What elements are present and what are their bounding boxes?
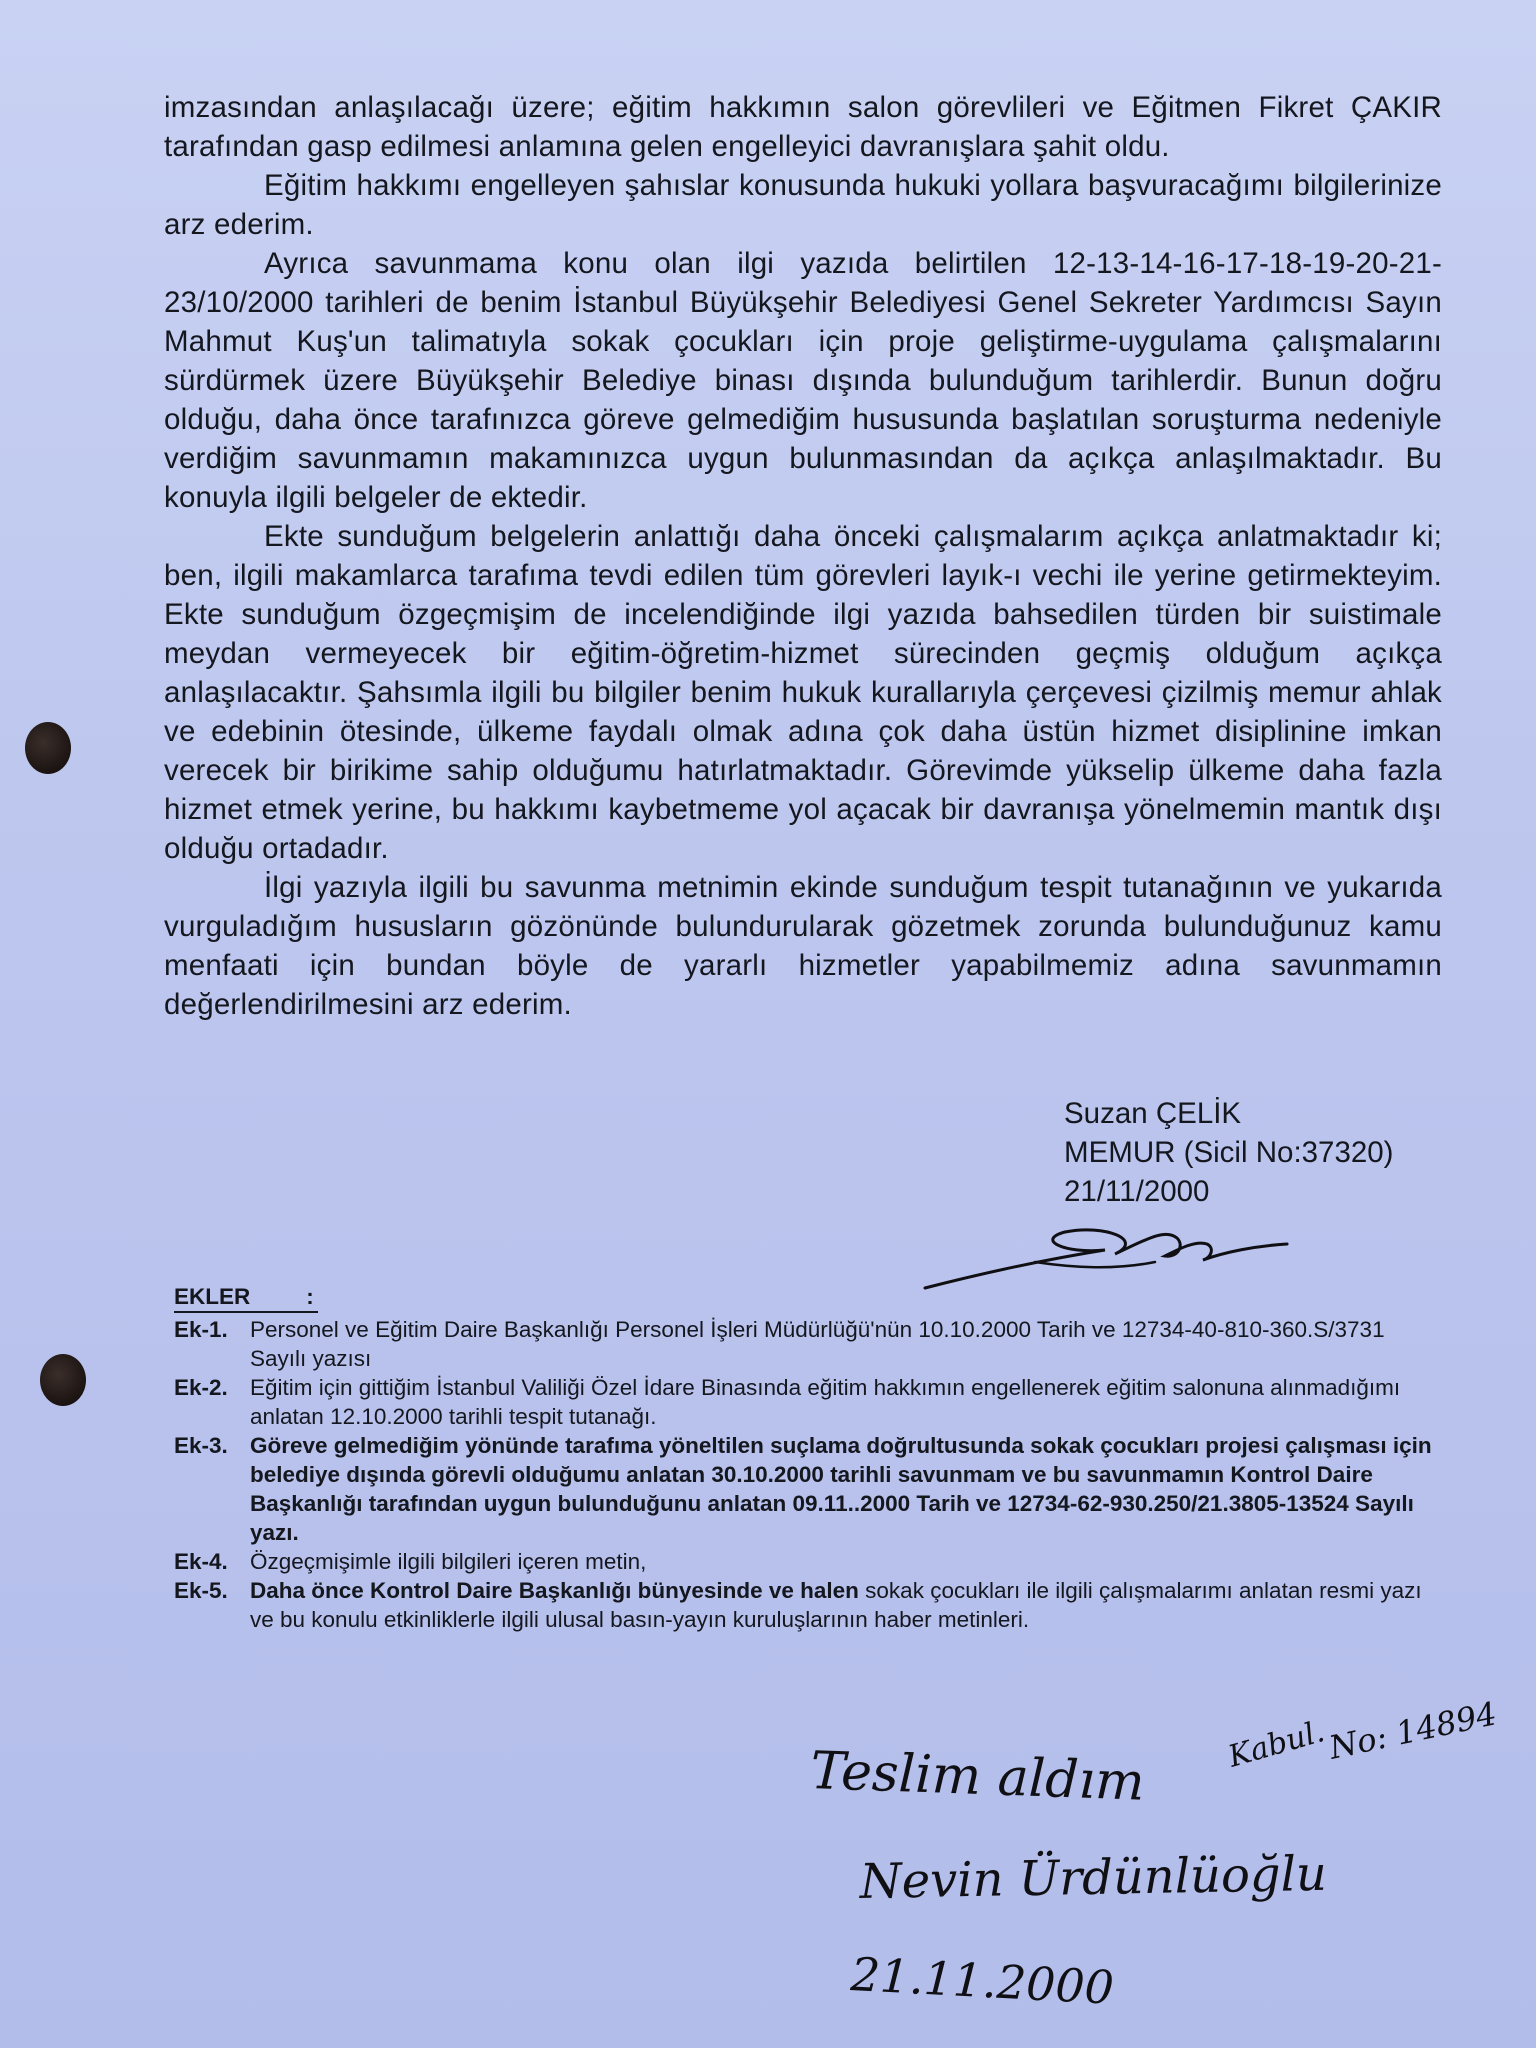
punch-hole-top <box>25 722 71 774</box>
attachment-text-rest: sokak çocukları ile ilgili çalışmalarımı anlatan resmi yazı ve bu konulu etkinliklerle ilgili ulusal basın-yayın kuruluşlarının haber metinleri. <box>250 1578 1422 1632</box>
handwritten-receipt <box>760 1680 1520 2020</box>
punch-hole-bottom <box>40 1354 86 1406</box>
paragraph-continuation: imzasından anlaşılacağı üzere; eğitim hakkımın salon görevlileri ve Eğitmen Fikret ÇAKIR tarafından gasp edilmesi anlamına gelen engelleyici davranışlara şahit oldu. <box>164 91 1442 163</box>
paragraph-legal-action: Eğitim hakkımı engelleyen şahıslar konusunda hukuki yollara başvuracağımı bilgilerinize arz ederim. <box>164 169 1442 241</box>
attachment-item <box>174 1576 1444 1634</box>
attachment-text: Personel ve Eğitim Daire Başkanlığı Personel İşleri Müdürlüğü'nün 10.10.2000 Tarih ve 12734-40-810-360.S/3731 Sayılı yazısı <box>250 1317 1385 1371</box>
received-line: Teslim aldım <box>809 1741 1146 1813</box>
attachment-code: Ek-3. <box>174 1433 228 1458</box>
signature-block <box>1064 1094 1394 1211</box>
attachment-item <box>174 1315 1444 1373</box>
received-date: 21.11.2000 <box>849 1947 1116 2015</box>
signatory-name: Suzan ÇELİK <box>1064 1097 1242 1130</box>
attachment-code: Ek-4. <box>174 1549 228 1574</box>
attachment-item <box>174 1547 1444 1576</box>
registry-number: No: 14894 <box>1325 1694 1500 1767</box>
attachments-heading: EKLER : <box>174 1282 318 1313</box>
attachment-item <box>174 1431 1444 1547</box>
paragraph-closing-request: İlgi yazıyla ilgili bu savunma metnimin ekinde sunduğum tespit tutanağının ve yukarıda vurguladığım hususların gözönünde bulundurularak gözetmek zorunda bulunduğunuz kamu menfaati için bundan böyle de yararlı hizmetler yapabilmemiz adına savunmamın değerlendirilmesini arz ederim. <box>164 871 1442 1021</box>
attachments-list <box>174 1282 1444 1634</box>
paragraph-qualifications: Ekte sunduğum belgelerin anlattığı daha önceki çalışmalarım açıkça anlatmaktadır ki; ben, ilgili makamlarca tarafıma tevdi edilen tüm görevleri layık-ı vechi ile yerine getirmekteyim. Ekte sunduğum özgeçmişim de incelendiğinde ilgi yazıda bahsedilen türden bir suistimale meydan vermeyecek bir eğitim-öğretim-hizmet sürecinden geçmiş olduğum açıkça anlaşılacaktır. Şahsımla ilgili bu bilgiler benim hukuk kurallarıyla çerçevesi çizilmiş memur ahlak ve edebinin ötesinde, ülkeme faydalı olmak adına çok daha üstün hizmet disiplinine imkan verecek bir birikime sahip olduğumu hatırlatmaktadır. Görevimde yükselip ülkeme daha fazla hizmet etmek yerine, bu hakkımı kaybetmeme yol açacak bir davranışa yönelmemin mantık dışı olduğu ortadadır. <box>164 520 1442 865</box>
attachment-item <box>174 1373 1444 1431</box>
attachment-text-bold: Daha önce Kontrol Daire Başkanlığı bünyesinde ve halen <box>250 1578 859 1603</box>
attachment-text: Özgeçmişimle ilgili bilgileri içeren metin, <box>250 1549 647 1574</box>
registry-word: Kabul. <box>1224 1714 1329 1775</box>
attachment-code: Ek-5. <box>174 1578 228 1603</box>
attachment-text: Eğitim için gittiğim İstanbul Valiliği Özel İdare Binasında eğitim hakkımın engellenerek eğitim salonuna alınmadığımı anlatan 12.10.2000 tarihli tespit tutanağı. <box>250 1375 1401 1429</box>
attachment-code: Ek-1. <box>174 1317 228 1342</box>
signature-date: 21/11/2000 <box>1064 1175 1210 1208</box>
paragraph-dates-explanation: Ayrıca savunmama konu olan ilgi yazıda belirtilen 12-13-14-16-17-18-19-20-21-23/10/2000 tarihleri de benim İstanbul Büyükşehir Belediyesi Genel Sekreter Yardımcısı Sayın Mahmut Kuş'un talimatıyla sokak çocukları için proje geliştirme-uygulama çalışmalarını sürdürmek üzere Büyükşehir Belediye binası dışında bulunduğum tarihlerdir. Bunun doğru olduğu, daha önce tarafınızca göreve gelmediğim hususunda başlatılan soruşturma nedeniyle verdiğim savunmamın makamınızca uygun bulunmasından da açıkça anlaşılmaktadır. Bu konuyla ilgili belgeler de ektedir. <box>164 247 1442 514</box>
letter-body <box>164 88 1442 1024</box>
signatory-title: MEMUR (Sicil No:37320) <box>1064 1136 1394 1169</box>
attachment-code: Ek-2. <box>174 1375 228 1400</box>
attachment-text <box>250 1576 1444 1634</box>
receiver-name: Nevin Ürdünlüoğlu <box>859 1845 1328 1910</box>
attachment-text: Göreve gelmediğim yönünde tarafıma yöneltilen suçlama doğrultusunda sokak çocukları projesi çalışması için belediye dışında görevli olduğumu anlatan 30.10.2000 tarihli savunmam ve bu savunmamın Kontrol Daire Başkanlığı tarafından uygun bulunduğunu anlatan 09.11..2000 Tarih ve 12734-62-930.250/21.3805-13524 Sayılı yazı. <box>250 1433 1432 1545</box>
